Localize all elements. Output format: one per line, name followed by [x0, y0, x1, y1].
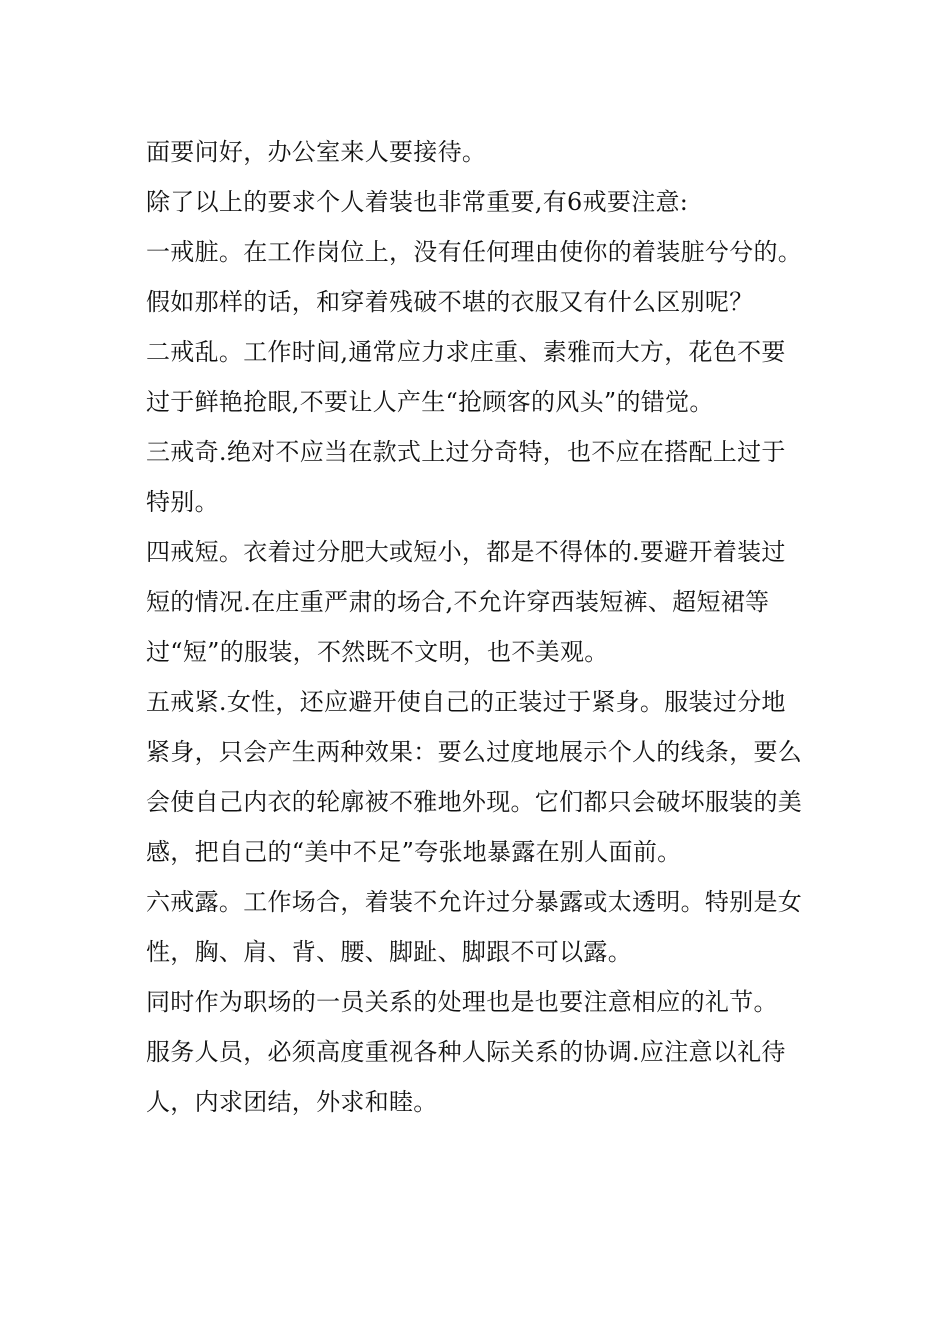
paragraph-rule-exposed: 六戒露。工作场合，着装不允许过分暴露或太透明。特别是女性，胸、肩、背、腰、脚趾、脚跟不可以露。: [146, 888, 803, 966]
paragraph-dress-intro: 除了以上的要求个人着装也非常重要,有6戒要注意:: [146, 188, 689, 216]
paragraph-rule-short: 四戒短。衣着过分肥大或短小，都是不得体的.要避开着装过短的情况.在庄重严肃的场合,不允许穿西装短裤、超短裙等过“短”的服装，不然既不文明，也不美观。: [146, 538, 786, 666]
document-body: [146, 127, 806, 1127]
paragraph-relationships: 同时作为职场的一员关系的处理也是也要注意相应的礼节。: [146, 988, 778, 1016]
paragraph-rule-strange: 三戒奇.绝对不应当在款式上过分奇特，也不应在搭配上过于特别。: [146, 438, 786, 516]
paragraph-greeting: 面要问好，办公室来人要接待。: [146, 138, 487, 166]
paragraph-rule-dirty: 一戒脏。在工作岗位上，没有任何理由使你的着装脏兮兮的。假如那样的话，和穿着残破不堪的衣服又有什么区别呢？: [146, 238, 803, 316]
paragraph-rule-tight: 五戒紧.女性，还应避开使自己的正装过于紧身。服装过分地紧身，只会产生两种效果：要么过度地展示个人的线条，要么会使自己内衣的轮廓被不雅地外现。它们都只会破坏服装的美感，把自己的“美中不足”夸张地暴露在别人面前。: [146, 688, 803, 866]
paragraph-rule-messy: 二戒乱。工作时间,通常应力求庄重、素雅而大方，花色不要过于鲜艳抢眼,不要让人产生“抢顾客的风头”的错觉。: [146, 338, 786, 416]
paragraph-service-staff: 服务人员，必须高度重视各种人际关系的协调.应注意以礼待人，内求团结，外求和睦。: [146, 1038, 786, 1116]
